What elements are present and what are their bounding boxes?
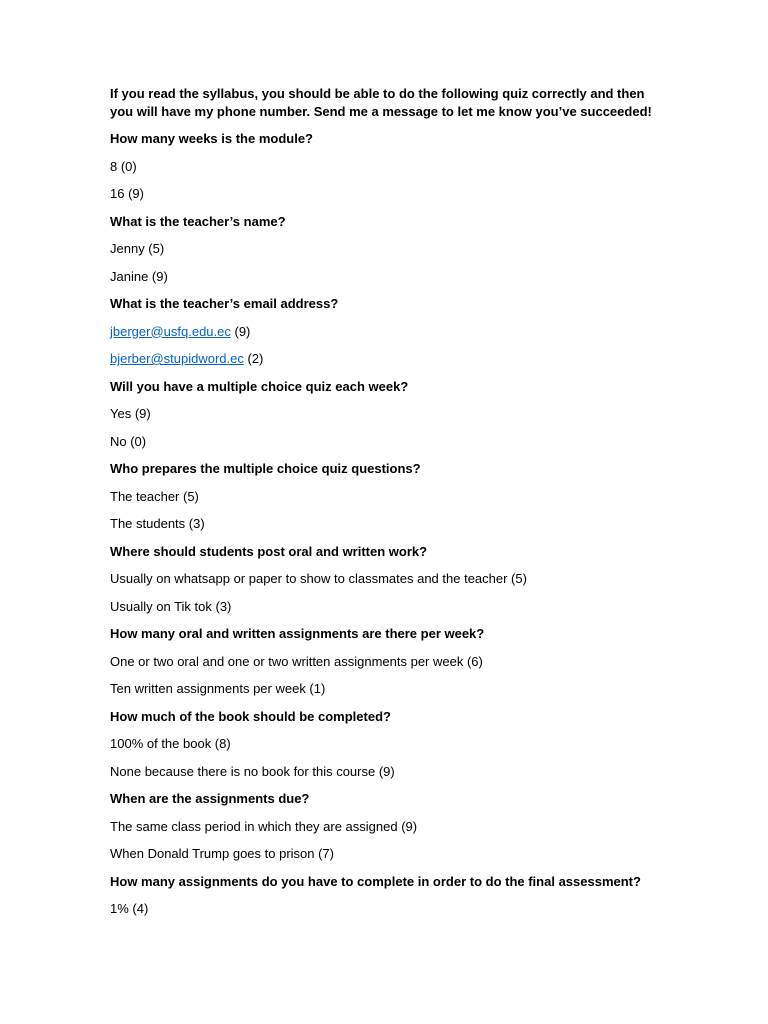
question-6: Where should students post oral and written work?: [110, 543, 428, 559]
answer-7-2: Ten written assignments per week (1): [110, 681, 326, 696]
answer-7-1: One or two oral and one or two written assignments per week (6): [110, 653, 483, 669]
question-4: Will you have a multiple choice quiz each week?: [110, 378, 409, 394]
question-8: How much of the book should be completed?: [110, 708, 391, 724]
answer-4-2: No (0): [110, 433, 147, 449]
quiz-content: [110, 85, 670, 928]
question-3: What is the teacher’s email address?: [110, 296, 339, 311]
answer-8-1: 100% of the book (8): [110, 736, 231, 751]
question-1: How many weeks is the module?: [110, 131, 313, 146]
answer-3-2: [110, 350, 670, 367]
answer-5-2: The students (3): [110, 516, 205, 531]
question-7: How many oral and written assignments are there per week?: [110, 626, 485, 641]
answer-3-1: [110, 323, 670, 340]
answer-9-2: When Donald Trump goes to prison (7): [110, 846, 334, 861]
answer-1-1: 8 (0): [110, 158, 137, 174]
answer-3-2-count: (2): [243, 351, 264, 366]
answer-8-2: None because there is no book for this course (9): [110, 763, 395, 779]
answer-1-2: 16 (9): [110, 186, 144, 201]
answer-6-1: Usually on whatsapp or paper to show to classmates and the teacher (5): [110, 571, 527, 586]
answer-5-1: The teacher (5): [110, 488, 199, 504]
answer-2-2: Janine (9): [110, 268, 168, 284]
answer-6-2: Usually on Tik tok (3): [110, 598, 232, 614]
email-link-1[interactable]: jberger@usfq.edu.ec: [110, 323, 231, 339]
question-2: What is the teacher’s name?: [110, 213, 286, 229]
intro-text: If you read the syllabus, you should be able to do the following quiz correctly and then you will have my phone number. Send me a message to let me know you’ve succeeded!: [110, 86, 652, 119]
answer-2-1: Jenny (5): [110, 241, 165, 256]
answer-3-1-count: (9): [230, 323, 251, 339]
email-link-2[interactable]: bjerber@stupidword.ec: [110, 351, 244, 366]
answer-9-1: The same class period in which they are assigned (9): [110, 818, 418, 834]
answer-10-1: 1% (4): [110, 901, 149, 916]
question-10: How many assignments do you have to complete in order to do the final assessment?: [110, 873, 641, 889]
answer-4-1: Yes (9): [110, 406, 151, 421]
question-9: When are the assignments due?: [110, 791, 310, 806]
question-5: Who prepares the multiple choice quiz questions?: [110, 461, 421, 476]
